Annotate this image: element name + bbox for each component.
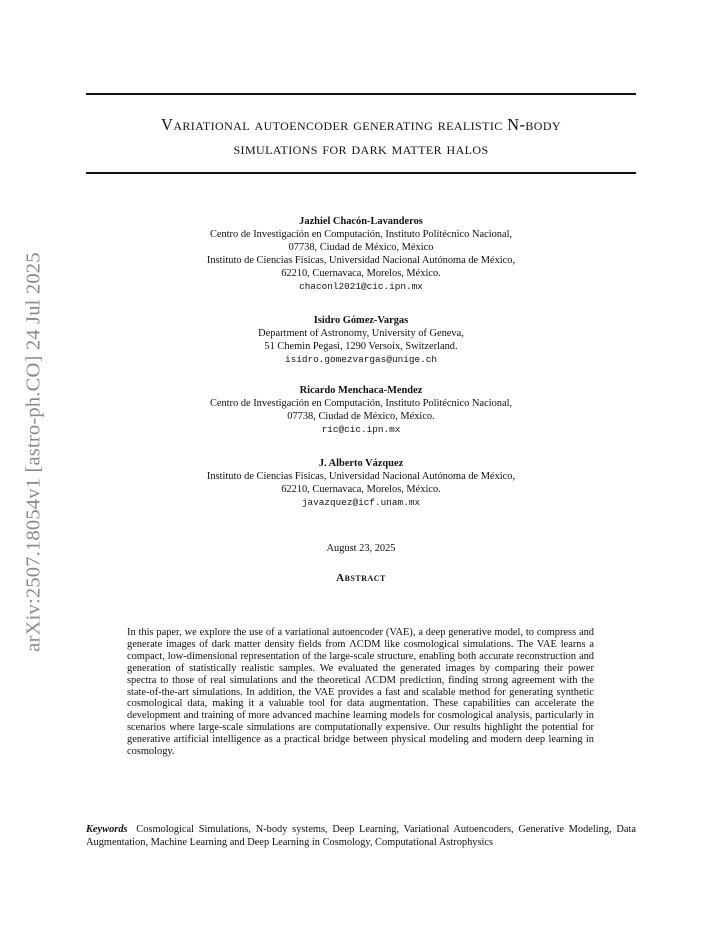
paper-title <box>86 113 636 161</box>
arxiv-identifier-text: arXiv:2507.18054v1 [astro-ph.CO] 24 Jul 2025 <box>22 252 45 652</box>
author-block-1 <box>86 216 636 293</box>
keywords-section <box>86 824 636 850</box>
author-email: javazquez@icf.unam.mx <box>301 496 421 508</box>
author-name: Jazhiel Chacón-Lavanderos <box>299 216 423 227</box>
author-affiliation-line: 62210, Cuernavaca, Morelos, México. <box>281 267 441 279</box>
title-line-1: Variational autoencoder generating realistic N-body <box>161 115 561 134</box>
abstract-body: In this paper, we explore the use of a variational autoencoder (VAE), a deep generative model, to compress and generate images of dark matter density fields from ΛCDM like cosmological simulations. The VAE learns a compact, low-dimensional representation of the large-scale structure, enabling both accurate reconstruction and generation of statistically realistic samples. We evaluated the generated images by comparing their power spectra to those of real simulations and the theoretical ΛCDM prediction, finding strong agreement with the state-of-the-art simulations. In addition, the VAE provides a fast and scalable method for generating synthetic cosmological data, making it a valuable tool for data augmentation. These capabilities can accelerate the development and training of more advanced machine learning models for cosmological analysis, particularly in scenarios where large-scale simulations are computationally expensive. Our results highlight the potential for generative artificial intelligence as a practical bridge between physical modeling and modern deep learning in cosmology. <box>127 627 594 758</box>
keywords-text: Cosmological Simulations, N-body systems, Deep Learning, Variational Autoencoders, Generative Modeling, Data Augmentation, Machine Learning and Deep Learning in Cosmology, Computational Astrophysics <box>86 824 636 848</box>
author-name: J. Alberto Vázquez <box>318 458 404 469</box>
title-line-2: simulations for dark matter halos <box>233 139 489 158</box>
author-affiliation-line: 07738, Ciudad de México, México. <box>287 410 435 422</box>
author-affiliation-line: Department of Astronomy, University of Geneva, <box>258 327 464 339</box>
author-block-2 <box>86 315 636 367</box>
author-affiliation-line: Instituto de Ciencias Físicas, Universidad Nacional Autónoma de México, <box>206 254 516 266</box>
paper-date: August 23, 2025 <box>326 543 396 554</box>
arxiv-side-identifier <box>12 236 56 668</box>
author-email: chaconl2021@cic.ipn.mx <box>299 280 423 292</box>
author-affiliation-line: Centro de Investigación en Computación, Instituto Politécnico Nacional, <box>209 397 513 409</box>
author-affiliation-line: Instituto de Ciencias Físicas, Universidad Nacional Autónoma de México, <box>206 470 516 482</box>
keywords-label: Keywords <box>86 824 128 835</box>
author-affiliation-line: Centro de Investigación en Computación, Instituto Politécnico Nacional, <box>209 228 513 240</box>
author-block-3 <box>86 385 636 437</box>
author-name: Isidro Gómez-Vargas <box>313 315 409 326</box>
author-affiliation-line: 07738, Ciudad de México, México <box>288 241 434 253</box>
abstract-heading: Abstract <box>336 572 386 584</box>
author-block-4 <box>86 458 636 510</box>
title-bottom-rule <box>86 172 636 174</box>
author-affiliation-line: 51 Chemin Pegasi, 1290 Versoix, Switzerland. <box>264 340 458 352</box>
title-top-rule <box>86 93 636 95</box>
author-affiliation-line: 62210, Cuernavaca, Morelos, México. <box>281 483 441 495</box>
author-email: isidro.gomezvargas@unige.ch <box>285 353 437 365</box>
author-email: ric@cic.ipn.mx <box>321 423 401 435</box>
author-name: Ricardo Menchaca-Mendez <box>299 385 423 396</box>
